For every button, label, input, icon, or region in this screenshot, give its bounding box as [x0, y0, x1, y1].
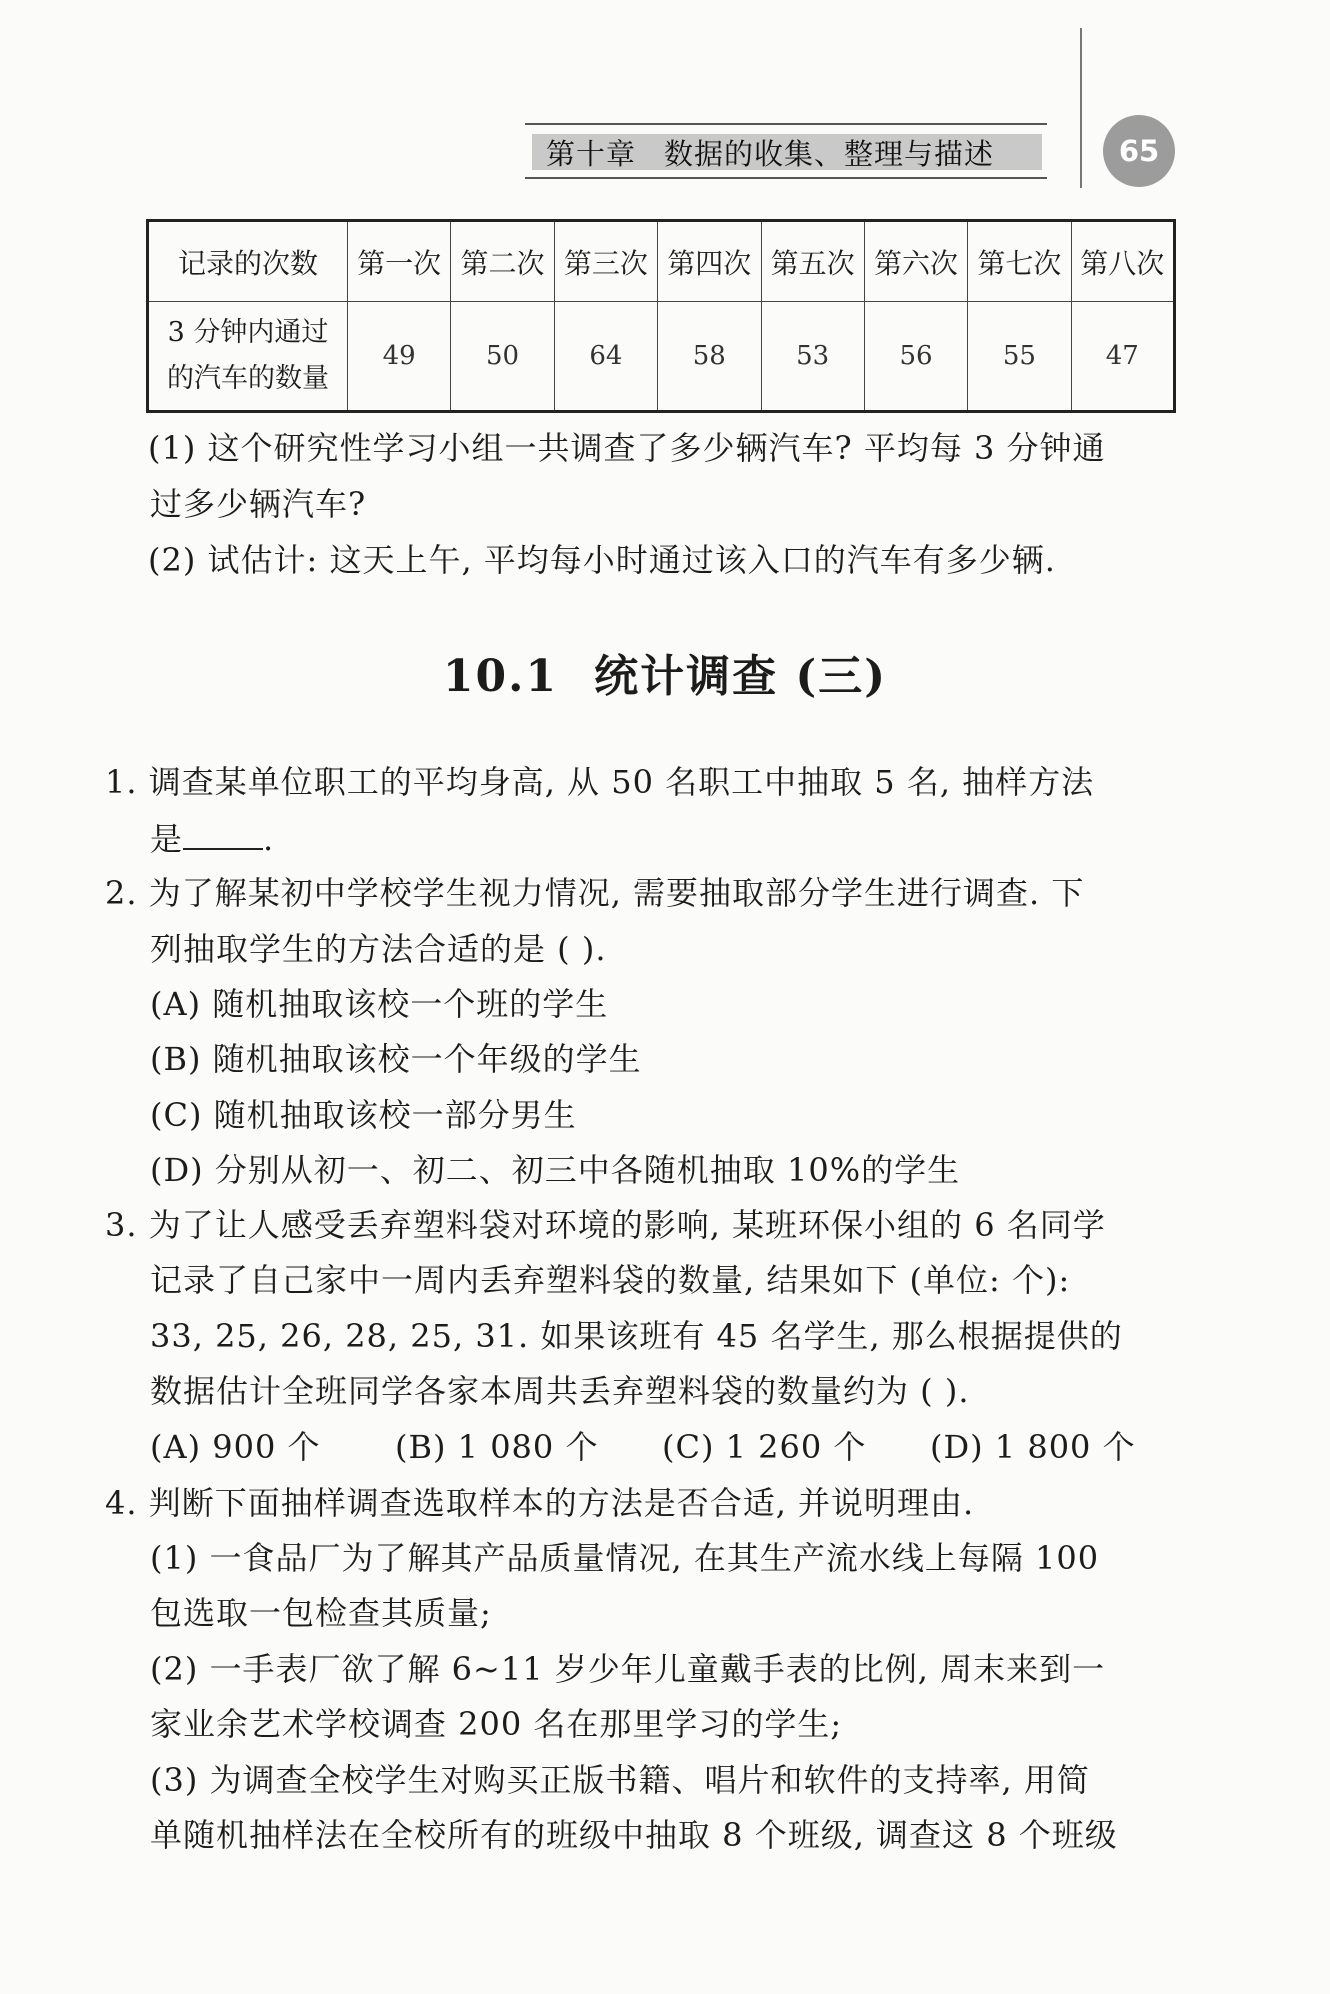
problem-text: 单随机抽样法在全校所有的班级中抽取 8 个班级, 调查这 8 个班级: [150, 1816, 1118, 1854]
table-header-cell: 第一次: [348, 221, 451, 302]
choice-option: (D) 1 800 个: [930, 1428, 1136, 1466]
problem-text: 1. 调查某单位职工的平均身高, 从 50 名职工中抽取 5 名, 抽样方法: [105, 763, 1095, 801]
problem-text: (1) 一食品厂为了解其产品质量情况, 在其生产流水线上每隔 100: [150, 1539, 1100, 1577]
header-rule-top: [525, 123, 1047, 125]
page-edge-divider: [1080, 28, 1082, 188]
table-row: [148, 221, 1175, 302]
choice-option: (C) 1 260 个: [662, 1428, 867, 1466]
problem-text: 包选取一包检查其质量;: [150, 1594, 492, 1632]
choice-option: (B) 随机抽取该校一个年级的学生: [150, 1040, 642, 1078]
header-rule-bottom: [525, 177, 1047, 179]
problem-text: 列抽取学生的方法合适的是 ( ).: [150, 930, 607, 968]
problem-text: (3) 为调查全校学生对购买正版书籍、唱片和软件的支持率, 用简: [150, 1761, 1090, 1799]
row-header-cell: [148, 302, 348, 412]
choice-option: (A) 900 个: [150, 1428, 321, 1466]
problem-text-fragment: 是: [150, 820, 184, 858]
section-heading: 统计调查 (三): [594, 651, 888, 702]
problem-text: 3. 为了让人感受丢弃塑料袋对环境的影响, 某班环保小组的 6 名同学: [105, 1206, 1106, 1244]
table-cell: 64: [554, 302, 657, 412]
table-header-cell: 记录的次数: [148, 221, 348, 302]
table-header-cell: 第六次: [864, 221, 967, 302]
table-header-cell: 第二次: [451, 221, 554, 302]
table-header-cell: 第五次: [761, 221, 864, 302]
question-text: 过多少辆汽车?: [150, 485, 367, 523]
problem-text: (2) 一手表厂欲了解 6~11 岁少年儿童戴手表的比例, 周末来到一: [150, 1650, 1106, 1688]
table-cell: 49: [348, 302, 451, 412]
problem-text-fragment: .: [263, 820, 275, 858]
problem-text: 4. 判断下面抽样调查选取样本的方法是否合适, 并说明理由.: [105, 1484, 975, 1522]
section-number: 10.1: [442, 651, 559, 702]
section-title: [0, 640, 1330, 704]
choice-option: (D) 分别从初一、初二、初三中各随机抽取 10%的学生: [150, 1151, 961, 1189]
row-header-line: 3 分钟内通过: [167, 317, 329, 348]
table-cell: 55: [968, 302, 1071, 412]
problem-text: 家业余艺术学校调查 200 名在那里学习的学生;: [150, 1705, 843, 1743]
table-cell: 47: [1071, 302, 1174, 412]
problem-text: 33, 25, 26, 28, 25, 31. 如果该班有 45 名学生, 那么根据提供的: [150, 1317, 1123, 1355]
table-cell: 50: [451, 302, 554, 412]
table-row: [148, 302, 1175, 412]
question-text: (1) 这个研究性学习小组一共调查了多少辆汽车? 平均每 3 分钟通: [148, 429, 1106, 467]
table-cell: 53: [761, 302, 864, 412]
answer-blank: [183, 818, 263, 850]
choice-option: (A) 随机抽取该校一个班的学生: [150, 985, 609, 1023]
table-header-cell: 第三次: [554, 221, 657, 302]
problem-text: 记录了自己家中一周内丢弃塑料袋的数量, 结果如下 (单位: 个):: [150, 1261, 1071, 1299]
problem-text: [150, 818, 274, 859]
running-header: [532, 134, 1042, 170]
choice-option: (C) 随机抽取该校一部分男生: [150, 1096, 577, 1134]
table-cell: 58: [658, 302, 761, 412]
problem-text: 2. 为了解某初中学校学生视力情况, 需要抽取部分学生进行调查. 下: [105, 874, 1085, 912]
table-header-cell: 第四次: [658, 221, 761, 302]
table-cell: 56: [864, 302, 967, 412]
row-header-line: 的汽车的数量: [167, 363, 329, 394]
problem-text: 数据估计全班同学各家本周共丢弃塑料袋的数量约为 ( ).: [150, 1372, 970, 1410]
chapter-label: 第十章: [546, 136, 637, 171]
chapter-title: 数据的收集、整理与描述: [664, 136, 995, 171]
traffic-count-table: [146, 219, 1176, 413]
choice-option: (B) 1 080 个: [395, 1428, 599, 1466]
question-text: (2) 试估计: 这天上午, 平均每小时通过该入口的汽车有多少辆.: [148, 541, 1056, 579]
page-number-badge: 65: [1103, 115, 1175, 187]
table-header-cell: 第七次: [968, 221, 1071, 302]
table-header-cell: 第八次: [1071, 221, 1174, 302]
